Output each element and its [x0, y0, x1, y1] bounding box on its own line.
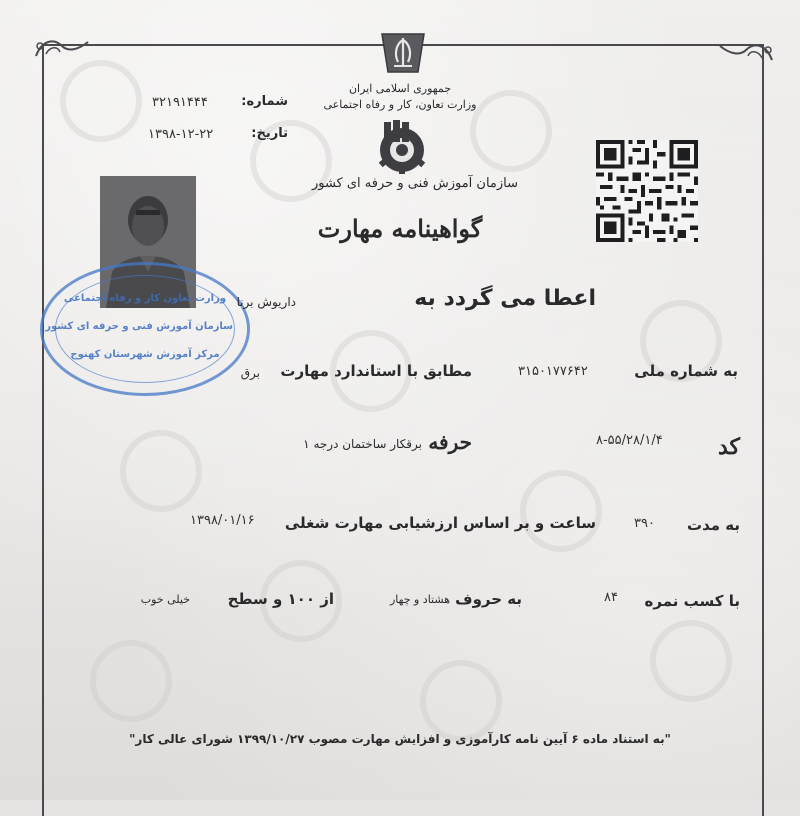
organization-name: سازمان آموزش فنی و حرفه ای کشور: [311, 176, 519, 191]
duration-label: به مدت: [687, 516, 740, 534]
footer-legal-note: "به استناد ماده ۶ آیین نامه کارآموزی و افزایش مهارت مصوب ۱۳۹۹/۱۰/۲۷ شورای عالی کار": [129, 732, 671, 746]
stamp-line-1: وزارت تعاون کار و رفاه اجتماعی: [63, 293, 227, 304]
score-in-words-label: به حروف: [455, 590, 522, 608]
official-stamp: [40, 262, 250, 396]
ministry-name: وزارت تعاون، کار و رفاه اجتماعی: [323, 98, 477, 111]
country-name: جمهوری اسلامی ایران: [348, 82, 452, 95]
score-out-of: از ۱۰۰ و سطح: [227, 590, 334, 608]
corner-ornament-left-icon: [32, 34, 92, 60]
certificate-title: گواهینامه مهارت: [317, 214, 483, 243]
national-id-label: به شماره ملی: [634, 362, 738, 380]
score-value: ۸۴: [604, 590, 618, 605]
score-level: خیلی خوب: [140, 593, 190, 606]
code-value: ۸-۵۵/۲۸/۱/۴: [596, 433, 663, 448]
evaluation-date: ۱۳۹۸/۰۱/۱۶: [190, 513, 255, 528]
date-value: ۱۳۹۸-۱۲-۲۲: [148, 127, 214, 142]
qr-code-icon: [596, 140, 698, 242]
number-label: شماره:: [241, 94, 288, 109]
number-value: ۳۲۱۹۱۴۴۴: [152, 95, 208, 110]
national-id-value: ۳۱۵۰۱۷۷۶۴۲: [518, 364, 588, 379]
trade-value: برقکار ساختمان درجه ۱: [303, 437, 422, 451]
code-label: کد: [717, 434, 740, 460]
score-in-words: هشتاد و چهار: [389, 593, 450, 606]
trade-label: حرفه: [428, 430, 472, 454]
corner-ornament-right-icon: [716, 38, 776, 64]
granted-to-label: اعطا می گردد به: [414, 286, 596, 311]
score-label: با کسب نمره: [644, 592, 740, 610]
standard-value: برق: [240, 366, 260, 380]
tvto-logo-icon: [370, 120, 434, 178]
holder-name: داریوش برنا: [236, 295, 296, 309]
date-label: تاریخ:: [251, 126, 288, 141]
stamp-line-2: سازمان آموزش فنی و حرفه ای کشور: [45, 321, 233, 332]
iran-emblem-icon: [372, 26, 434, 78]
standard-label: مطابق با استاندارد مهارت: [280, 362, 472, 380]
stamp-line-3: مرکز آموزش شهرستان کهنوج: [70, 349, 220, 360]
duration-value: ۳۹۰: [634, 516, 655, 531]
duration-text: ساعت و بر اساس ارزشیابی مهارت شغلی: [284, 514, 596, 532]
